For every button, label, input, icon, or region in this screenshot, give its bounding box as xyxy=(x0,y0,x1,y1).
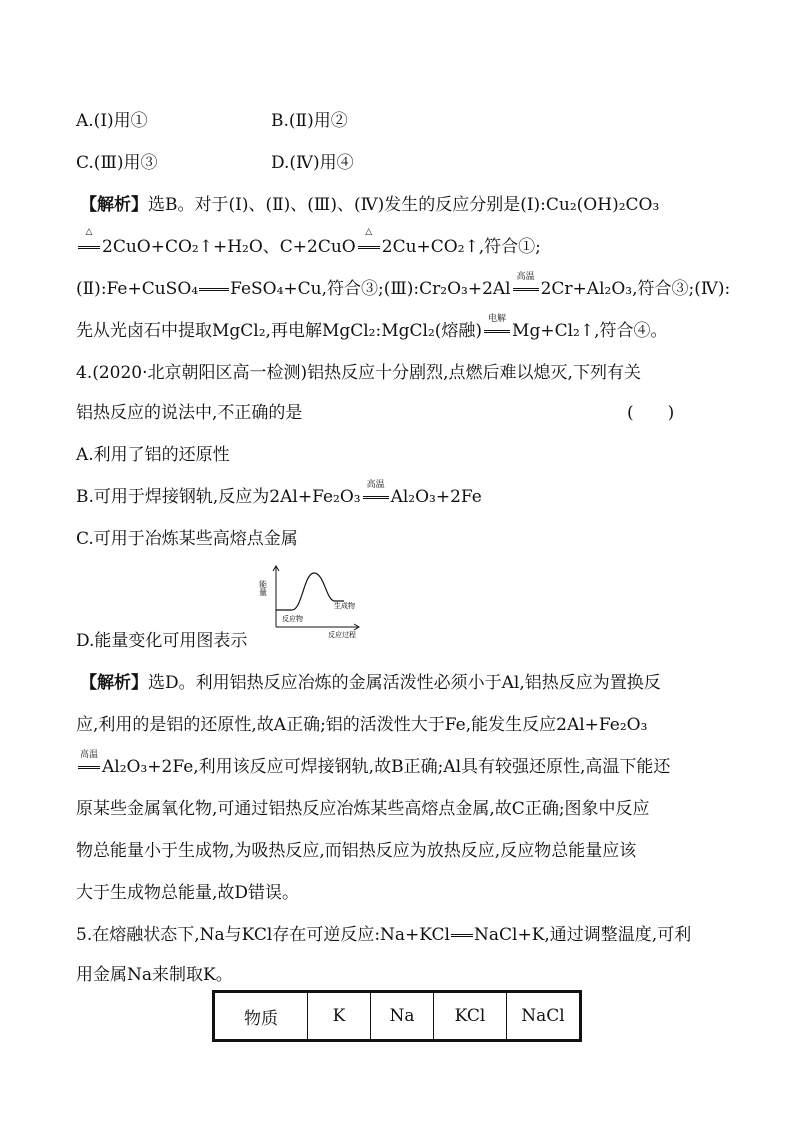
high-temp-condition: 高温 xyxy=(511,279,541,299)
option-3b: B.(Ⅱ)用② xyxy=(271,111,348,131)
table-header-cell: NaCl xyxy=(507,992,581,1041)
option-4b: B.可用于焊接钢轨,反应为2Al+Fe₂O₃ 高温 Al₂O₃+2Fe xyxy=(76,480,482,507)
option-3c: C.(Ⅲ)用③ xyxy=(76,153,158,173)
answer-paren: ( ) xyxy=(627,403,675,423)
analysis-tag: 【解析】 xyxy=(80,195,148,215)
table-row xyxy=(214,992,581,1041)
option-3d: D.(Ⅳ)用④ xyxy=(271,153,354,173)
q4-analysis-line-5: 物总能量小于生成物,为吸热反应,而铝热反应为放热反应,反应物总能量应该 xyxy=(76,841,637,861)
q5-stem-line-1: 5.在熔融状态下,Na与KCl存在可逆反应:Na+KCl NaCl+K,通过调整温度,可利 xyxy=(76,925,692,945)
option-4d: D.能量变化可用图表示 xyxy=(76,631,248,651)
energy-diagram xyxy=(258,563,362,639)
q3-analysis-line-2: △ 2CuO+CO₂↑+H₂O、C+2CuO △ 2Cu+CO₂↑,符合①; xyxy=(76,232,541,257)
table-header-cell: 物质 xyxy=(214,992,308,1041)
product-label: 生成物 xyxy=(334,602,355,610)
q3-analysis-line-4: 先从光卤石中提取MgCl₂,再电解MgCl₂:MgCl₂(熔融) 电解 Mg+Cl₂↑,符合④。 xyxy=(76,314,668,341)
electrolysis-condition: 电解 xyxy=(482,321,512,341)
q3-analysis-line-1: 【解析】选B。对于(Ⅰ)、(Ⅱ)、(Ⅲ)、(Ⅳ)发生的反应分别是(Ⅰ):Cu₂(OH)₂CO₃ xyxy=(80,195,660,215)
option-4a: A.利用了铝的还原性 xyxy=(76,445,230,465)
table-header-cell: KCl xyxy=(434,992,507,1041)
q4-stem-line-1: 4.(2020·北京朝阳区高一检测)铝热反应十分剧烈,点燃后难以熄灭,下列有关 xyxy=(76,363,641,383)
heat-condition: △ xyxy=(76,237,102,257)
q4-analysis-line-3: 高温 Al₂O₃+2Fe,利用该反应可焊接钢轨,故B正确;Al具有较强还原性,高温下能还 xyxy=(76,752,670,777)
q4-analysis-line-1: 【解析】选D。利用铝热反应冶炼的金属活泼性必须小于Al,铝热反应为置换反 xyxy=(80,673,661,693)
table-header-cell: K xyxy=(308,992,371,1041)
y-label: 能量 xyxy=(258,580,268,596)
table-header-cell: Na xyxy=(371,992,434,1041)
properties-table xyxy=(212,990,582,1042)
q4-analysis-line-6: 大于生成物总能量,故D错误。 xyxy=(76,883,300,903)
q4-analysis-line-2: 应,利用的是铝的还原性,故A正确;铝的活泼性大于Fe,能发生反应2Al+Fe₂O₃ xyxy=(76,715,648,735)
q3-analysis-line-3: (Ⅱ):Fe+CuSO₄ FeSO₄+Cu,符合③;(Ⅲ):Cr₂O₃+2Al 高温 2Cr+Al₂O₃,符合③;(Ⅳ): xyxy=(76,272,731,299)
high-temp-condition-b: 高温 xyxy=(361,487,391,507)
option-4c: C.可用于冶炼某些高熔点金属 xyxy=(76,529,298,549)
q4-stem-line-2: 铝热反应的说法中,不正确的是 xyxy=(76,403,303,423)
q5-stem-line-2: 用金属Na来制取K。 xyxy=(76,965,233,985)
reactant-label: 反应物 xyxy=(282,615,303,623)
q4-analysis-line-4: 原某些金属氧化物,可通过铝热反应冶炼某些高熔点金属,故C正确;图象中反应 xyxy=(76,799,650,819)
heat-condition-2: △ xyxy=(356,237,382,257)
option-3a: A.(Ⅰ)用① xyxy=(76,111,148,131)
high-temp-condition-c: 高温 xyxy=(76,757,102,777)
analysis-tag-2: 【解析】 xyxy=(80,673,148,693)
x-label: 反应过程 xyxy=(328,631,356,639)
